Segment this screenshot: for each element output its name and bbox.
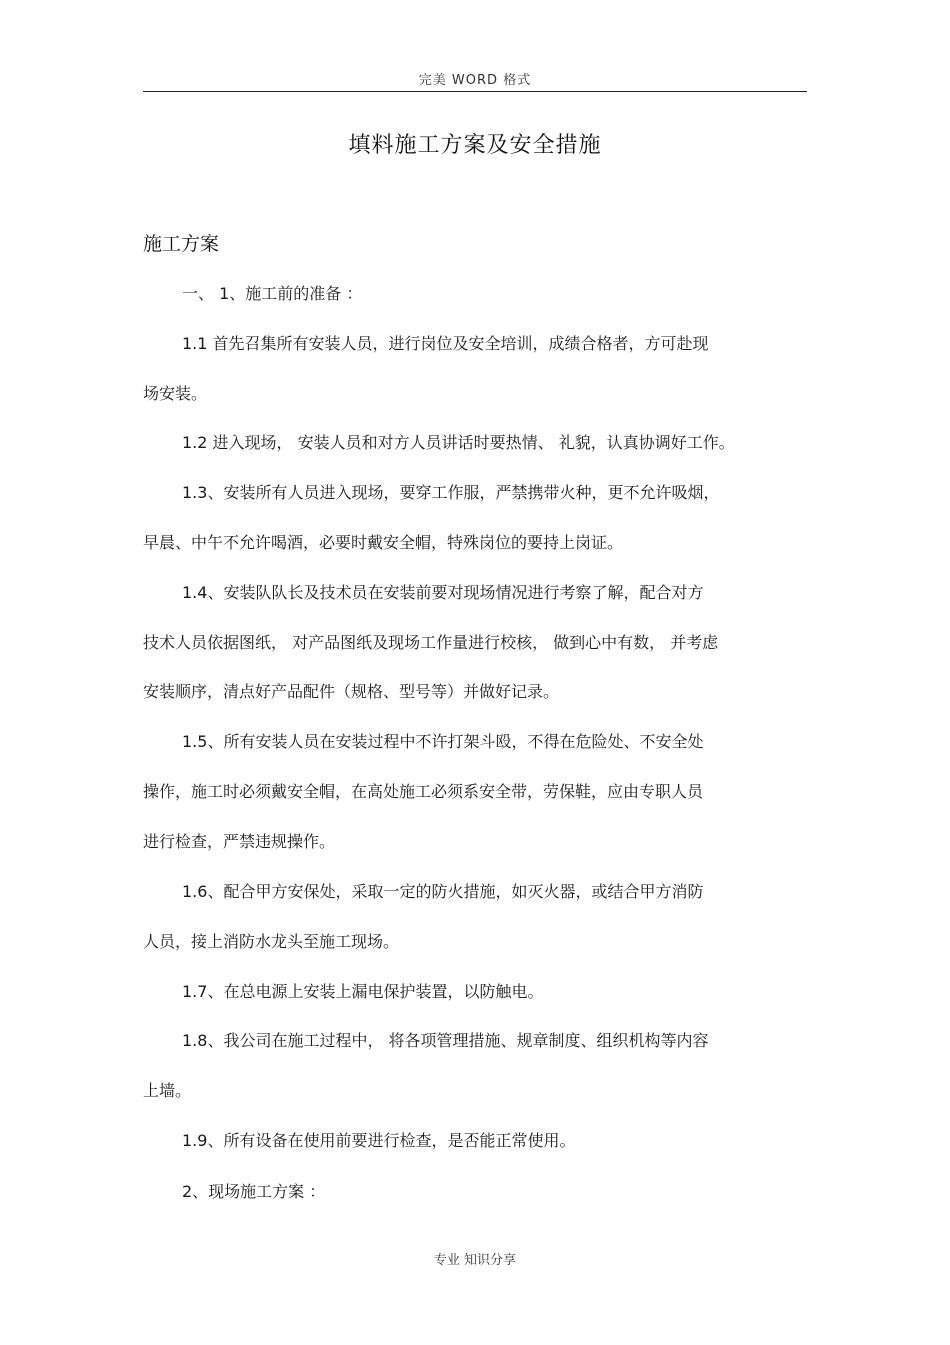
paragraph-line: 1.3、安装所有人员进入现场，要穿工作服，严禁携带火种，更不允许吸烟， — [182, 483, 720, 502]
paragraph-line: 进行检查，严禁违规操作。 — [143, 832, 336, 851]
paragraph-line: 场安装。 — [143, 384, 208, 403]
paragraph-line: 1.7、在总电源上安装上漏电保护装置，以防触电。 — [182, 982, 544, 1001]
paragraph-line: 人员，接上消防水龙头至施工现场。 — [143, 932, 400, 951]
document-title: 填料施工方案及安全措施 — [348, 133, 602, 158]
section-heading: 施工方案 — [143, 233, 220, 255]
header-divider — [143, 91, 807, 92]
paragraph-line: 早晨、中午不允许喝酒，必要时戴安全帽，特殊岗位的要持上岗证。 — [143, 533, 624, 552]
paragraph-line: 安装顺序，清点好产品配件（规格、型号等）并做好记录。 — [143, 682, 560, 701]
paragraph-line: 1.8、我公司在施工过程中， 将各项管理措施、规章制度、组织机构等内容 — [182, 1031, 709, 1050]
paragraph-line: 1.2 进入现场， 安装人员和对方人员讲话时要热情、 礼貌，认真协调好工作。 — [182, 433, 735, 452]
paragraph-line: 操作，施工时必须戴安全帽，在高处施工必须系安全带，劳保鞋，应由专职人员 — [143, 782, 704, 801]
page-header: 完美 WORD 格式 — [418, 73, 532, 88]
paragraph-line: 一、 1、施工前的准备 ： — [182, 284, 363, 303]
paragraph-line: 技术人员依据图纸， 对产品图纸及现场工作量进行校核， 做到心中有数， 并考虑 — [143, 633, 719, 652]
paragraph-line: 1.9、所有设备在使用前要进行检查，是否能正常使用。 — [182, 1131, 576, 1150]
paragraph-line: 2、现场施工方案 ： — [182, 1182, 326, 1201]
paragraph-line: 1.5、所有安装人员在安装过程中不许打架斗殴，不得在危险处、不安全处 — [182, 732, 704, 751]
page-footer: 专业 知识分享 — [433, 1253, 517, 1268]
paragraph-line: 1.4、安装队队长及技术员在安装前要对现场情况进行考察了解，配合对方 — [182, 583, 704, 602]
paragraph-line: 上墙。 — [143, 1081, 192, 1100]
paragraph-line: 1.1 首先召集所有安装人员，进行岗位及安全培训，成绩合格者，方可赴现 — [182, 334, 709, 353]
paragraph-line: 1.6、配合甲方安保处，采取一定的防火措施，如灭火器，或结合甲方消防 — [182, 882, 704, 901]
